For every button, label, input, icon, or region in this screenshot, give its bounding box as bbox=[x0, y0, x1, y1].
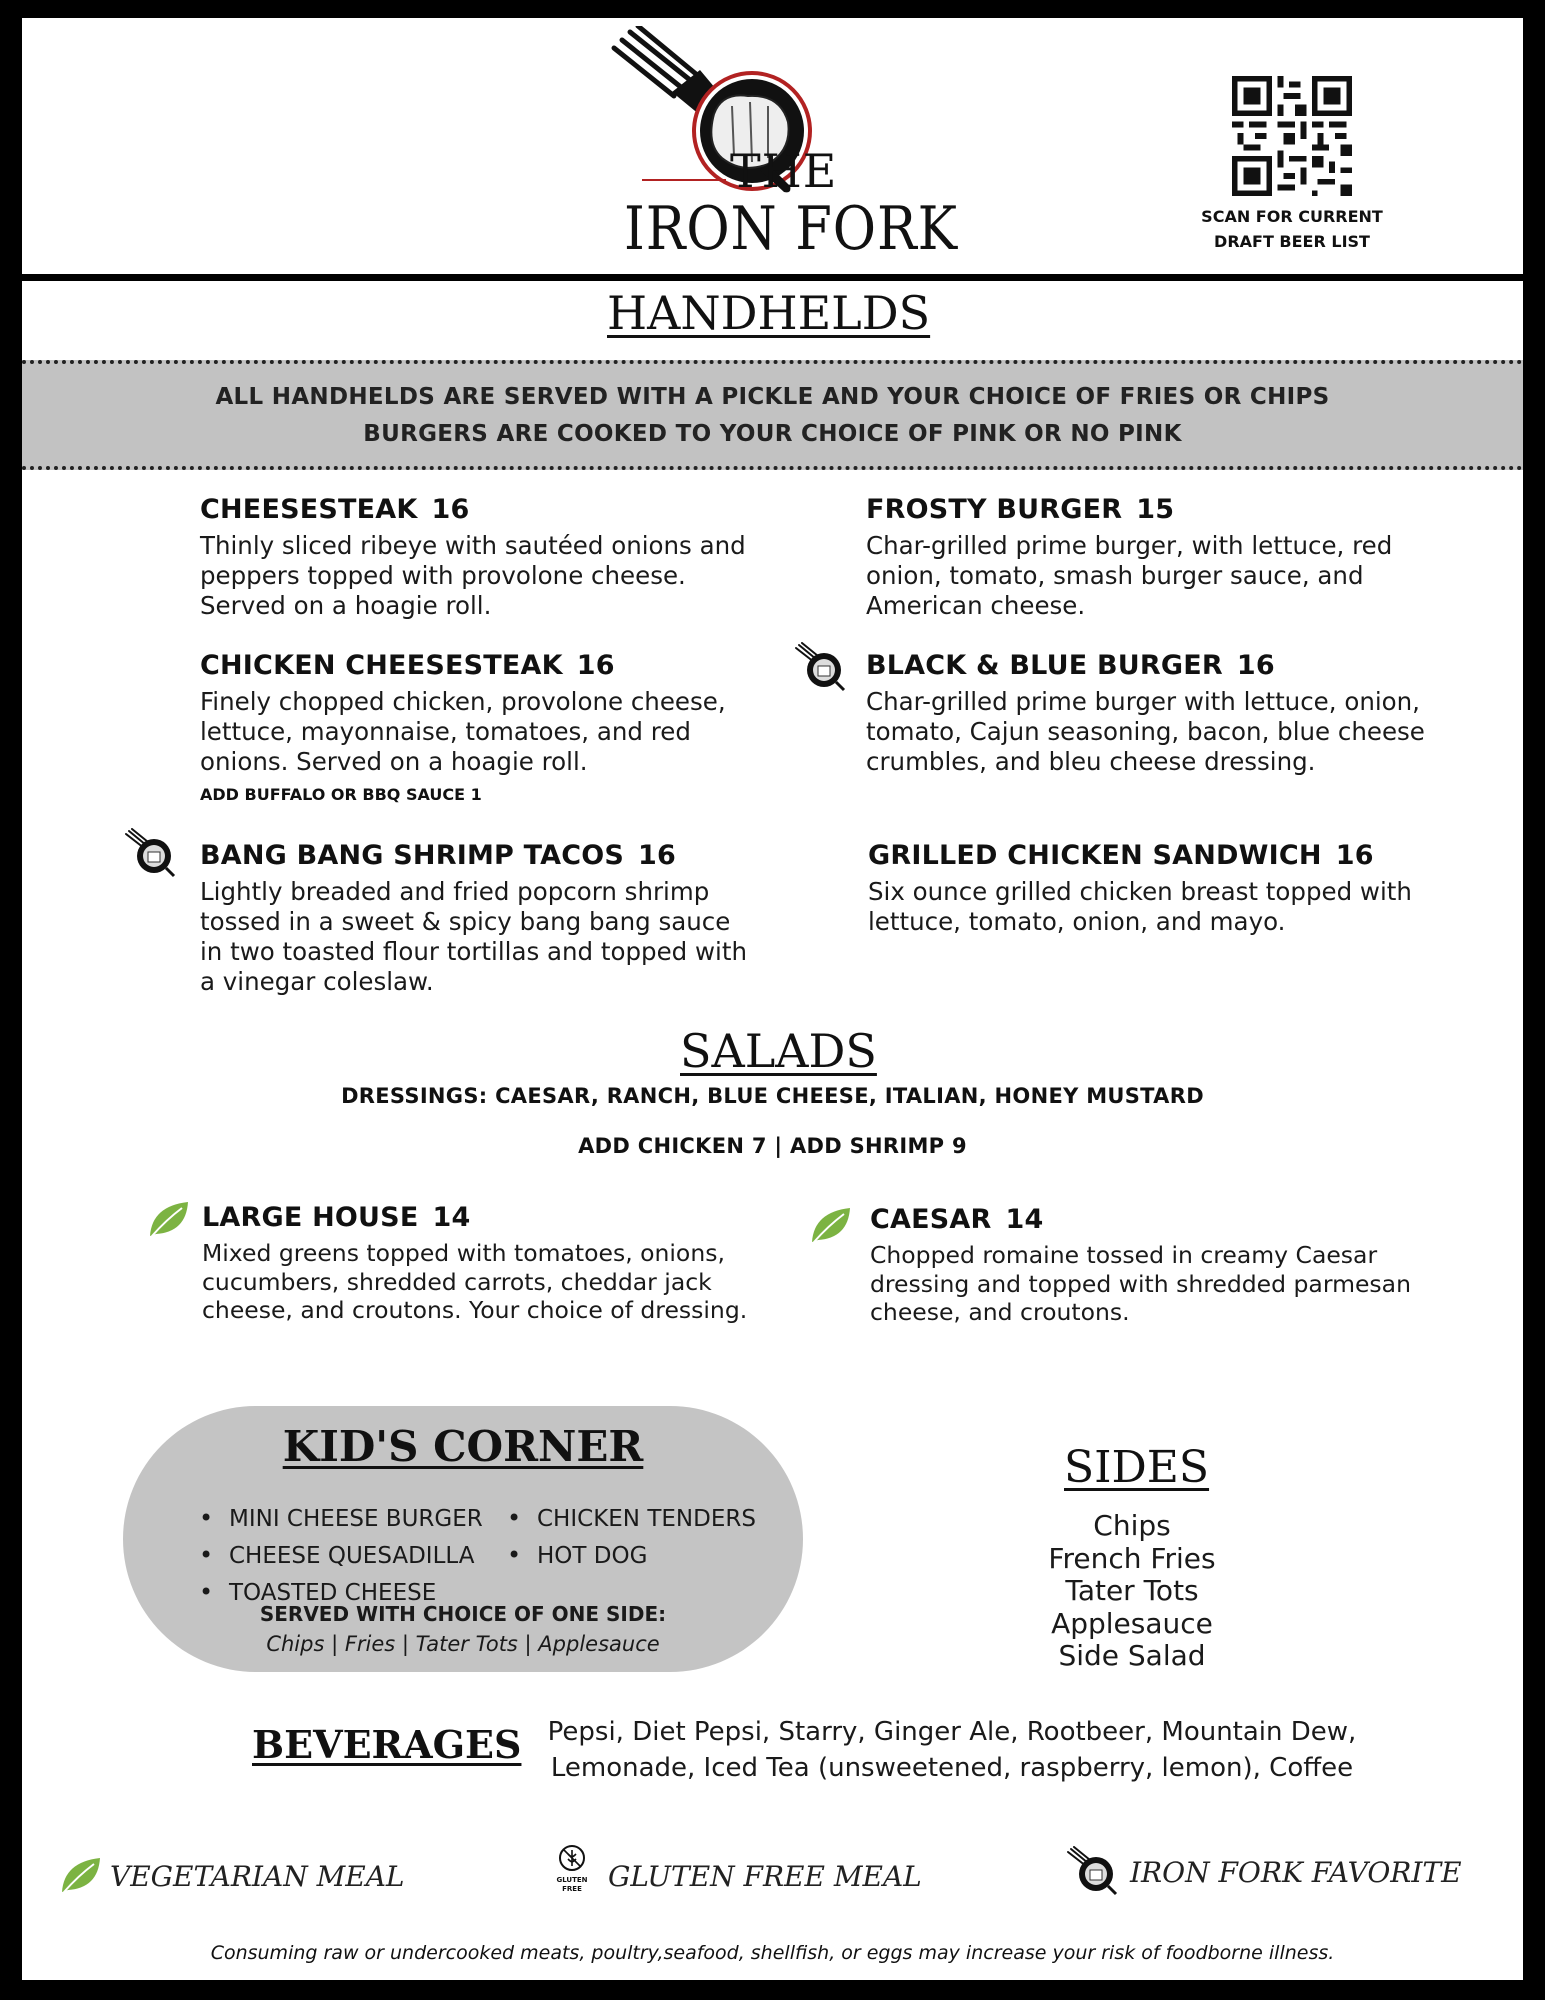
leaf-icon bbox=[808, 1204, 854, 1246]
kids-item: • TOASTED CHEESE bbox=[199, 1574, 483, 1611]
item-description: Mixed greens topped with tomatoes, onions, cucumbers, shredded carrots, cheddar jack cheese, and croutons. Your choice of dressing. bbox=[202, 1239, 748, 1324]
legend-gluten-free: GLUTEN FREE MEAL bbox=[608, 1860, 922, 1893]
item-name: CAESAR 14 bbox=[870, 1204, 1044, 1235]
side-item: Side Salad bbox=[1058, 1639, 1206, 1672]
item-description: Six ounce grilled chicken breast topped with lettuce, tomato, onion, and mayo. bbox=[868, 877, 1412, 936]
gluten-free-icon bbox=[554, 1844, 590, 1896]
item-name: BLACK & BLUE BURGER 16 bbox=[866, 650, 1275, 681]
side-item: Tater Tots bbox=[1065, 1574, 1199, 1607]
item-description: Thinly sliced ribeye with sautéed onions and peppers topped with provolone cheese. Served on a hoagie roll. bbox=[200, 531, 746, 620]
item-name: CHEESESTEAK 16 bbox=[200, 494, 470, 525]
logo bbox=[602, 26, 962, 271]
svg-text:GLUTEN: GLUTEN bbox=[556, 1876, 588, 1884]
menu-item bbox=[202, 1202, 762, 1325]
sides-title: SIDES bbox=[1064, 1442, 1210, 1493]
handhelds-title: HANDHELDS bbox=[607, 286, 931, 340]
item-addon: ADD BUFFALO OR BBQ SAUCE 1 bbox=[200, 785, 482, 804]
kids-side-choices: Chips | Fries | Tater Tots | Applesauce bbox=[266, 1632, 660, 1656]
food-safety-disclaimer: Consuming raw or undercooked meats, poultry,seafood, shellfish, or eggs may increase your risk of foodborne illness. bbox=[210, 1942, 1335, 1964]
handhelds-banner: ALL HANDHELDS ARE SERVED WITH A PICKLE AND YOUR CHOICE OF FRIES OR CHIPS BURGERS ARE COOKED TO YOUR CHOICE OF PINK OR NO PINK bbox=[22, 360, 1523, 470]
salad-dressings: DRESSINGS: CAESAR, RANCH, BLUE CHEESE, ITALIAN, HONEY MUSTARD bbox=[341, 1084, 1204, 1108]
menu-item bbox=[200, 840, 760, 997]
kids-item: • MINI CHEESE BURGER bbox=[199, 1500, 483, 1537]
beverages-list: Pepsi, Diet Pepsi, Starry, Ginger Ale, Rootbeer, Mountain Dew, Lemonade, Iced Tea (unsweetened, raspberry, lemon), Coffee bbox=[547, 1717, 1357, 1783]
menu-item bbox=[200, 650, 760, 804]
item-description: Char-grilled prime burger with lettuce, onion, tomato, Cajun seasoning, bacon, blue cheese crumbles, and bleu cheese dressing. bbox=[866, 687, 1425, 776]
qr-caption: SCAN FOR CURRENT DRAFT BEER LIST bbox=[1201, 207, 1383, 251]
item-description: Finely chopped chicken, provolone cheese, lettuce, mayonnaise, tomatoes, and red onions. Served on a hoagie roll. bbox=[200, 687, 726, 776]
side-item: Applesauce bbox=[1051, 1606, 1213, 1640]
qr-code[interactable] bbox=[1232, 76, 1352, 196]
item-name: CHICKEN CHEESESTEAK 16 bbox=[200, 650, 615, 681]
sides-list bbox=[982, 1510, 1282, 1673]
item-description: Lightly breaded and fried popcorn shrimp tossed in a sweet & spicy bang bang sauce in two toasted flour tortillas and topped with a vinegar coleslaw. bbox=[200, 877, 747, 996]
salads-title: SALADS bbox=[680, 1024, 877, 1078]
header bbox=[22, 18, 1523, 274]
menu-item bbox=[866, 650, 1426, 777]
kids-served-with: SERVED WITH CHOICE OF ONE SIDE: bbox=[259, 1602, 667, 1626]
item-name: BANG BANG SHRIMP TACOS 16 bbox=[200, 840, 677, 871]
kids-item: • CHEESE QUESADILLA bbox=[199, 1537, 483, 1574]
kids-corner bbox=[123, 1406, 803, 1672]
iron-fork-favorite-icon bbox=[124, 828, 180, 878]
header-divider bbox=[22, 274, 1523, 281]
side-item: Chips bbox=[1093, 1509, 1171, 1542]
logo-the: THE bbox=[730, 144, 838, 198]
item-name: GRILLED CHICKEN SANDWICH 16 bbox=[868, 840, 1374, 871]
menu-item bbox=[868, 840, 1428, 937]
item-name: LARGE HOUSE 14 bbox=[202, 1202, 471, 1233]
item-description: Chopped romaine tossed in creamy Caesar dressing and topped with shredded parmesan cheese, and croutons. bbox=[870, 1241, 1411, 1326]
item-description: Char-grilled prime burger, with lettuce, red onion, tomato, smash burger sauce, and American cheese. bbox=[866, 531, 1393, 620]
kids-title: KID'S CORNER bbox=[282, 1422, 644, 1471]
kids-list-right bbox=[507, 1500, 756, 1574]
menu-item bbox=[200, 494, 760, 621]
iron-fork-favorite-icon bbox=[794, 642, 850, 692]
kids-list-left bbox=[199, 1500, 483, 1611]
kids-item: • CHICKEN TENDERS bbox=[507, 1500, 756, 1537]
menu-page bbox=[22, 18, 1523, 1980]
legend-vegetarian: VEGETARIAN MEAL bbox=[110, 1860, 405, 1893]
menu-item bbox=[866, 494, 1426, 621]
legend-favorite: IRON FORK FAVORITE bbox=[1130, 1856, 1462, 1889]
leaf-icon bbox=[58, 1854, 104, 1896]
logo-name: IRON FORK bbox=[624, 194, 958, 264]
leaf-icon bbox=[146, 1198, 192, 1240]
menu-item bbox=[870, 1204, 1430, 1327]
kids-item: • HOT DOG bbox=[507, 1537, 756, 1574]
beverages-title: BEVERAGES bbox=[252, 1722, 522, 1767]
salad-addons: ADD CHICKEN 7 | ADD SHRIMP 9 bbox=[578, 1134, 967, 1158]
side-item: French Fries bbox=[1048, 1541, 1216, 1575]
iron-fork-favorite-icon bbox=[1066, 1846, 1122, 1896]
item-name: FROSTY BURGER 15 bbox=[866, 494, 1175, 525]
svg-text:FREE: FREE bbox=[562, 1885, 582, 1893]
